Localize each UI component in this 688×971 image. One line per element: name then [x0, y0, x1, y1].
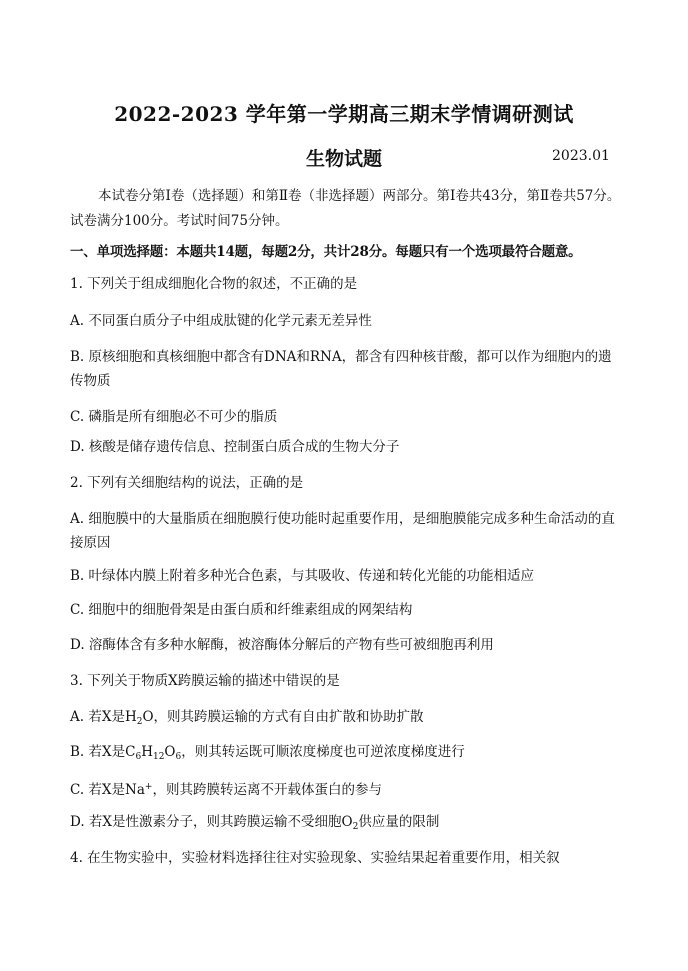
- q3-c-text-post: ，则其跨膜转运离不开载体蛋白的参与: [152, 782, 382, 798]
- q3-b-subscript-3: 6: [175, 752, 182, 762]
- q3-d-text-pre: D. 若X是性激素分子，则其跨膜运输不受细胞O: [70, 814, 353, 830]
- q2-stem: 2. 下列有关细胞结构的说法，正确的是: [70, 475, 304, 491]
- q2-option-d: D. 溶酶体含有多种水解酶，被溶酶体分解后的产物有些可被细胞再利用: [70, 637, 494, 653]
- q3-option-b: [70, 740, 618, 769]
- q3-c-text-pre: C. 若X是Na: [70, 782, 145, 798]
- q2-option-b: B. 叶绿体内膜上附着多种光合色素，与其吸收、传递和转化光能的功能相适应: [70, 568, 535, 584]
- q3-b-text-mid-1: H: [141, 744, 153, 760]
- q3-b-subscript-1: 6: [135, 752, 142, 762]
- q3-c-superscript: +: [144, 782, 153, 792]
- exam-subtitle: 生物试题: [305, 148, 382, 170]
- q3-d-subscript: 2: [352, 822, 359, 832]
- q3-stem: 3. 下列关于物质X跨膜运输的描述中错误的是: [70, 673, 340, 689]
- q1-option-b: B. 原核细胞和真核细胞中都含有DNA和RNA，都含有四种核苷酸，都可以作为细胞内的遗传物质: [70, 349, 612, 389]
- q1-option-d: D. 核酸是储存遗传信息、控制蛋白质合成的生物大分子: [70, 439, 400, 455]
- q3-b-text-pre: B. 若X是C: [70, 744, 136, 760]
- q3-option-a: [70, 705, 618, 734]
- q3-a-text-pre: A. 若X是H: [70, 709, 137, 725]
- q1-option-a: A. 不同蛋白质分子中组成肽键的化学元素无差异性: [70, 313, 372, 329]
- exam-title: 2022-2023 学年第一学期高三期末学情调研测试: [114, 102, 574, 126]
- exam-date: 2023.01: [552, 148, 610, 164]
- q3-b-subscript-2: 12: [152, 752, 165, 762]
- q4-stem: 4. 在生物实验中，实验材料选择往往对实验现象、实验结果起着重要作用，相关叙: [70, 850, 560, 866]
- q1-stem: 1. 下列关于组成细胞化合物的叙述，不正确的是: [70, 276, 358, 292]
- q3-a-subscript: 2: [136, 717, 143, 727]
- q1-option-c: C. 磷脂是所有细胞必不可少的脂质: [70, 409, 278, 425]
- section-heading: 一、单项选择题：本题共14题，每题2分，共计28分。每题只有一个选项最符合题意。: [70, 244, 582, 260]
- q3-d-text-post: 供应量的限制: [358, 814, 440, 830]
- intro-paragraph: 本试卷分第Ⅰ卷（选择题）和第Ⅱ卷（非选择题）两部分。第Ⅰ卷共43分，第Ⅱ卷共57分。试卷满分100分。考试时间75分钟。: [70, 188, 621, 229]
- q2-option-c: C. 细胞中的细胞骨架是由蛋白质和纤维素组成的网架结构: [70, 602, 413, 618]
- q3-b-text-post: ，则其转运既可顺浓度梯度也可逆浓度梯度进行: [181, 744, 465, 760]
- q3-b-text-mid-2: O: [164, 744, 176, 760]
- q3-option-c: [70, 775, 618, 802]
- q3-a-text-post: O，则其跨膜运输的方式有自由扩散和协助扩散: [142, 709, 424, 725]
- q3-option-d: [70, 810, 618, 839]
- q2-option-a: A. 细胞膜中的大量脂质在细胞膜行使功能时起重要作用，是细胞膜能完成多种生命活动的直接原因: [70, 511, 615, 551]
